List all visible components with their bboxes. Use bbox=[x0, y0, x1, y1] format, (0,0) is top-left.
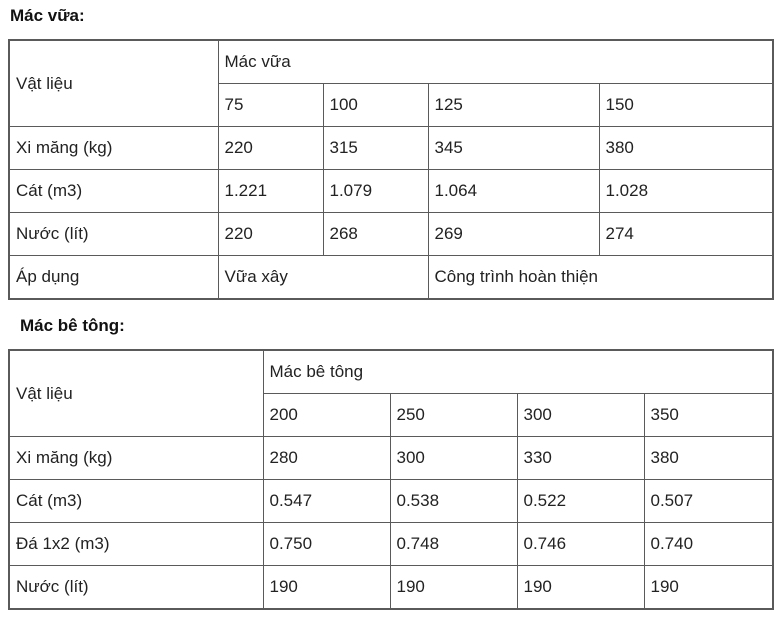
table-row bbox=[9, 213, 773, 256]
grade-value: 250 bbox=[390, 394, 517, 437]
grade-value: 150 bbox=[599, 84, 773, 127]
table-cell: 190 bbox=[390, 566, 517, 610]
table-cell: 220 bbox=[218, 213, 323, 256]
table-cell: 1.028 bbox=[599, 170, 773, 213]
table-cell: 220 bbox=[218, 127, 323, 170]
mortar-grade-heading: Mác vữa: bbox=[10, 6, 85, 25]
row-label: Nước (lít) bbox=[9, 566, 263, 610]
table-cell: 190 bbox=[644, 566, 773, 610]
table-cell: 345 bbox=[428, 127, 599, 170]
table-cell: 1.221 bbox=[218, 170, 323, 213]
grade-value: 350 bbox=[644, 394, 773, 437]
row-label: Áp dụng bbox=[9, 256, 218, 300]
table-cell: 1.064 bbox=[428, 170, 599, 213]
table-header-row bbox=[9, 40, 773, 84]
table-cell: 0.538 bbox=[390, 480, 517, 523]
table-cell: 190 bbox=[517, 566, 644, 610]
table-row bbox=[9, 437, 773, 480]
grade-header: Mác bê tông bbox=[263, 350, 773, 394]
table-cell: 300 bbox=[390, 437, 517, 480]
table-row bbox=[9, 523, 773, 566]
concrete-grade-table bbox=[8, 349, 774, 610]
table-cell: 1.079 bbox=[323, 170, 428, 213]
table-row bbox=[9, 127, 773, 170]
grade-header: Mác vữa bbox=[218, 40, 773, 84]
row-label: Nước (lít) bbox=[9, 213, 218, 256]
table-cell: 0.507 bbox=[644, 480, 773, 523]
table-cell: 0.748 bbox=[390, 523, 517, 566]
table-cell: 268 bbox=[323, 213, 428, 256]
table-row bbox=[9, 566, 773, 610]
grade-value: 125 bbox=[428, 84, 599, 127]
table-cell: 190 bbox=[263, 566, 390, 610]
grade-value: 75 bbox=[218, 84, 323, 127]
material-header: Vật liệu bbox=[9, 350, 263, 437]
apply-finishing-cell: Công trình hoàn thiện bbox=[428, 256, 773, 300]
table-cell: 330 bbox=[517, 437, 644, 480]
table-cell: 280 bbox=[263, 437, 390, 480]
grade-value: 200 bbox=[263, 394, 390, 437]
row-label: Xi măng (kg) bbox=[9, 437, 263, 480]
table-cell: 0.750 bbox=[263, 523, 390, 566]
table-cell: 0.522 bbox=[517, 480, 644, 523]
table-cell: 274 bbox=[599, 213, 773, 256]
table-cell: 0.740 bbox=[644, 523, 773, 566]
table-header-row bbox=[9, 350, 773, 394]
table-cell: 0.746 bbox=[517, 523, 644, 566]
row-label: Cát (m3) bbox=[9, 170, 218, 213]
mortar-grade-table bbox=[8, 39, 774, 300]
table-cell: 0.547 bbox=[263, 480, 390, 523]
table-cell: 380 bbox=[644, 437, 773, 480]
material-header: Vật liệu bbox=[9, 40, 218, 127]
grade-value: 100 bbox=[323, 84, 428, 127]
grade-value: 300 bbox=[517, 394, 644, 437]
table-row-apply bbox=[9, 256, 773, 300]
concrete-grade-heading: Mác bê tông: bbox=[20, 316, 125, 335]
apply-masonry-cell: Vữa xây bbox=[218, 256, 428, 300]
table-cell: 315 bbox=[323, 127, 428, 170]
row-label: Xi măng (kg) bbox=[9, 127, 218, 170]
row-label: Đá 1x2 (m3) bbox=[9, 523, 263, 566]
table-cell: 380 bbox=[599, 127, 773, 170]
row-label: Cát (m3) bbox=[9, 480, 263, 523]
table-row bbox=[9, 170, 773, 213]
table-row bbox=[9, 480, 773, 523]
table-cell: 269 bbox=[428, 213, 599, 256]
